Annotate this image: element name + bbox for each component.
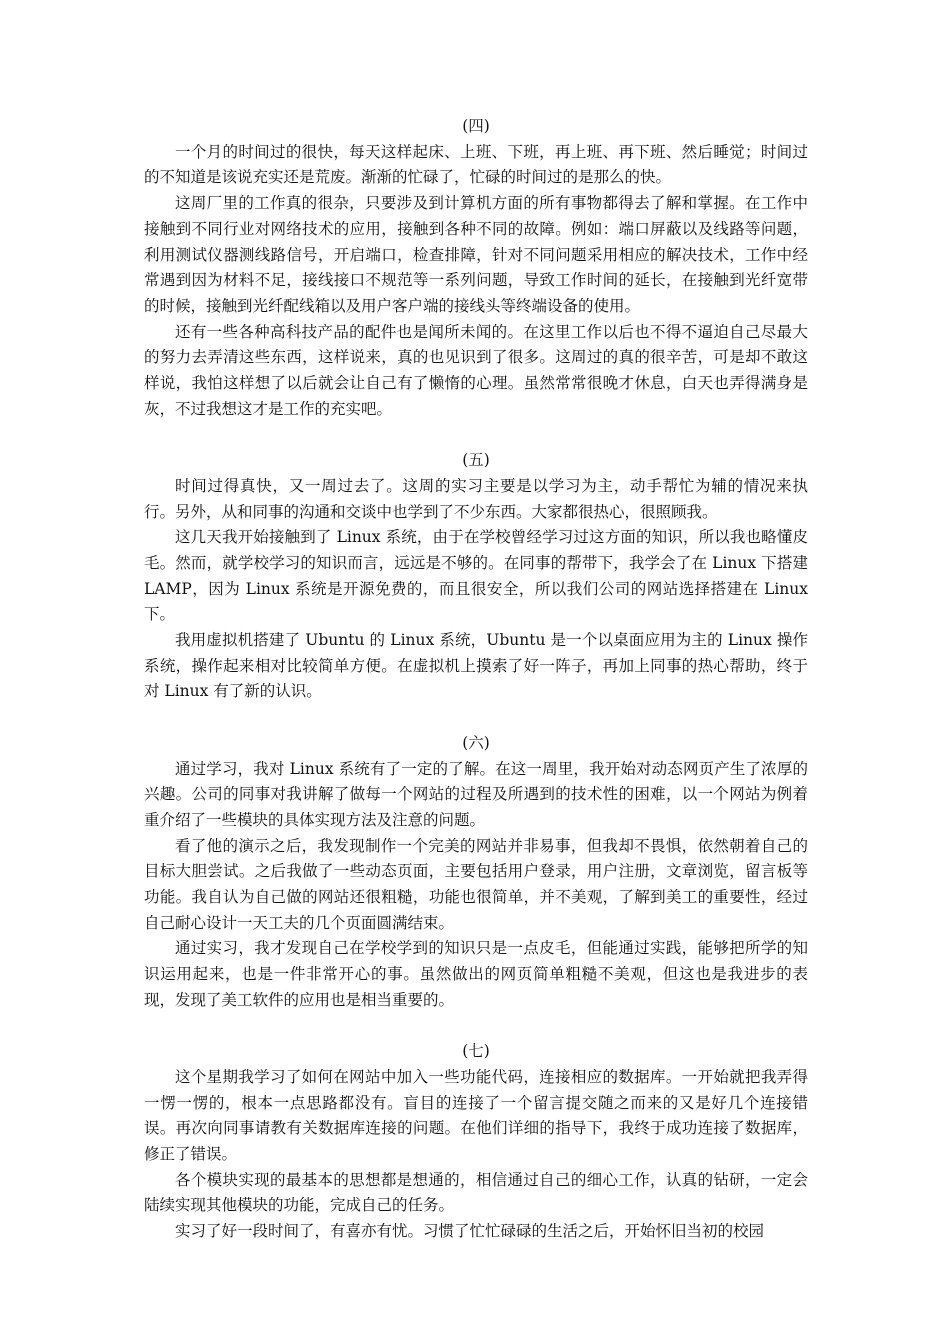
paragraph: 这周厂里的工作真的很杂，只要涉及到计算机方面的所有事物都得去了解和掌握。在工作中接触到不同行业对网络技术的应用，接触到各种不同的故障。例如：端口屏蔽以及线路等问题，利用测试仪器测线路信号，开启端口，检查排障，针对不同问题采用相应的解决技术，工作中经常遇到因为材料不足，接线接口不规范等一系列问题，导致工作时间的延长，在接触到光纤宽带的时候，接触到光纤配线箱以及用户客户端的接线头等终端设备的使用。 bbox=[144, 194, 808, 315]
section-4 bbox=[144, 114, 808, 422]
paragraph: 这几天我开始接触到了 Linux 系统，由于在学校曾经学习过这方面的知识，所以我也略懂皮毛。然而，就学校学习的知识而言，远远是不够的。在同事的帮带下，我学会了在 Linux 下搭建 LAMP，因为 Linux 系统是开源免费的，而且很安全，所以我们公司的网站选择搭建在 Linux 下。 bbox=[144, 528, 808, 624]
section-heading: (六) bbox=[462, 733, 490, 752]
paragraph: 看了他的演示之后，我发现制作一个完美的网站并非易事，但我却不畏惧，依然朝着自己的目标大胆尝试。之后我做了一些动态页面，主要包括用户登录，用户注册，文章浏览，留言板等功能。我自认为自己做的网站还很粗糙，功能也很简单，并不美观，了解到美工的重要性，经过自己耐心设计一天工夫的几个页面圆满结束。 bbox=[144, 836, 808, 932]
paragraph: 这个星期我学习了如何在网站中加入一些功能代码，连接相应的数据库。一开始就把我弄得一愣一愣的，根本一点思路都没有。盲目的连接了一个留言提交随之而来的又是好几个连接错误。再次向同事请教有关数据库连接的问题。在他们详细的指导下，我终于成功连接了数据库，修正了错误。 bbox=[144, 1067, 808, 1164]
paragraph: 还有一些各种高科技产品的配件也是闻所未闻的。在这里工作以后也不得不逼迫自己尽最大的努力去弄清这些东西，这样说来，真的也见识到了很多。这周过的真的很辛苦，可是却不敢这样说，我怕这样想了以后就会让自己有了懒惰的心理。虽然常常很晚才休息，白天也弄得满身是灰，不过我想这才是工作的充实吧。 bbox=[144, 322, 808, 418]
section-5 bbox=[144, 448, 808, 705]
section-heading: (四) bbox=[462, 117, 490, 135]
paragraph: 通过实习，我才发现自己在学校学到的知识只是一点皮毛，但能通过实践，能够把所学的知识运用起来，也是一件非常开心的事。虽然做出的网页简单粗糙不美观，但这也是我进步的表现，发现了美工软件的应用也是相当重要的。 bbox=[144, 939, 808, 1009]
section-6 bbox=[144, 731, 808, 1014]
section-heading: (七) bbox=[462, 1042, 490, 1061]
paragraph: 一个月的时间过的很快，每天这样起床、上班、下班，再上班、再下班、然后睡觉；时间过的不知道是该说充实还是荒废。渐渐的忙碌了，忙碌的时间过的是那么的快。 bbox=[144, 142, 808, 187]
paragraph: 时间过得真快，又一周过去了。这周的实习主要是以学习为主，动手帮忙为辅的情况来执行。另外，从和同事的沟通和交谈中也学到了不少东西。大家都很热心，很照顾我。 bbox=[144, 476, 808, 521]
paragraph: 实习了好一段时间了，有喜亦有忧。习惯了忙忙碌碌的生活之后，开始怀旧当初的校园 bbox=[175, 1222, 765, 1241]
paragraph: 我用虚拟机搭建了 Ubuntu 的 Linux 系统，Ubuntu 是一个以桌面应用为主的 Linux 操作系统，操作起来相对比较简单方便。在虚拟机上摸索了好一阵子，再加上同事的热心帮助，终于对 Linux 有了新的认识。 bbox=[144, 631, 808, 701]
paragraph: 通过学习，我对 Linux 系统有了一定的了解。在这一周里，我开始对动态网页产生了浓厚的兴趣。公司的同事对我讲解了做每一个网站的过程及所遇到的技术性的困难，以一个网站为例着重介绍了一些模块的具体实现方法及注意的问题。 bbox=[144, 759, 808, 829]
section-7 bbox=[144, 1039, 808, 1245]
paragraph: 各个模块实现的最基本的思想都是想通的，相信通过自己的细心工作，认真的钻研，一定会陆续实现其他模块的功能，完成自己的任务。 bbox=[144, 1170, 808, 1215]
document-page bbox=[144, 114, 808, 1271]
section-heading: (五) bbox=[462, 451, 490, 470]
